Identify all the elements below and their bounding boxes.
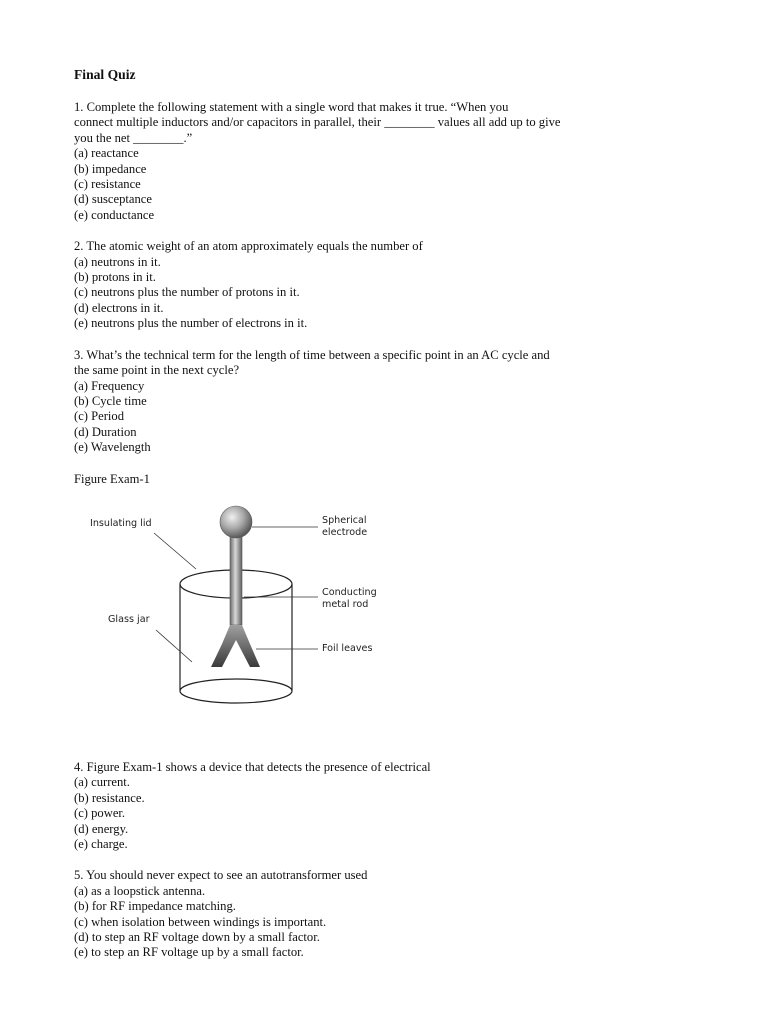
answer-option: (a) as a loopstick antenna.: [74, 883, 206, 898]
answer-option: (d) electrons in it.: [74, 300, 164, 315]
question-text: 5. You should never expect to see an autotransformer used: [74, 868, 368, 883]
callout-insulating-lid: Insulating lid: [90, 517, 152, 529]
answer-option: (b) protons in it.: [74, 270, 156, 285]
answer-option: (b) resistance.: [74, 790, 145, 805]
answer-option: (d) susceptance: [74, 192, 152, 207]
page-title: Final Quiz: [74, 67, 136, 82]
question-1: [74, 100, 674, 223]
question-2: [74, 239, 674, 331]
answer-option: (e) conductance: [74, 207, 155, 222]
answer-option: (c) power.: [74, 806, 126, 821]
answer-option: (e) charge.: [74, 836, 128, 851]
callout-glass-jar: Glass jar: [108, 613, 150, 625]
answer-option: (c) Period: [74, 409, 125, 424]
question-text: 4. Figure Exam-1 shows a device that detects the presence of electrical: [74, 759, 431, 774]
answer-option: (d) to step an RF voltage down by a small factor.: [74, 930, 320, 944]
question-text: 1. Complete the following statement with a single word that makes it true. “When you connect multiple inductors and/or capacitors in parallel, their ________ values all add up to give you the net ________.”: [74, 100, 561, 145]
answer-option: (e) neutrons plus the number of electrons in it.: [74, 316, 308, 331]
callout-conducting-rod: Conducting metal rod: [322, 586, 377, 610]
answer-option: (e) Wavelength: [74, 440, 151, 455]
electroscope-figure: [84, 497, 414, 742]
answer-option: (a) Frequency: [74, 378, 145, 393]
question-text: 3. What’s the technical term for the length of time between a specific point in an AC cycle and the same point in the next cycle?: [74, 347, 550, 378]
answer-option: (a) current.: [74, 775, 130, 790]
answer-option: (c) when isolation between windings is important.: [74, 914, 327, 929]
figure-label: Figure Exam-1: [74, 471, 150, 486]
foil-leaves: [211, 625, 260, 667]
answer-option: (a) reactance: [74, 146, 139, 161]
answer-option: (b) impedance: [74, 161, 147, 176]
question-5: [74, 868, 674, 960]
answer-option: (c) neutrons plus the number of protons in it.: [74, 285, 300, 300]
answer-option: (a) neutrons in it.: [74, 254, 161, 269]
spherical-electrode: [220, 506, 252, 538]
answer-option: (d) energy.: [74, 821, 129, 836]
question-3: [74, 348, 674, 456]
callout-foil-leaves: Foil leaves: [322, 642, 373, 654]
callout-spherical-electrode: Spherical electrode: [322, 514, 368, 538]
conducting-rod: [230, 533, 242, 625]
answer-option: (e) to step an RF voltage up by a small factor.: [74, 945, 304, 960]
question-4: [74, 760, 674, 852]
answer-option: (b) for RF impedance matching.: [74, 899, 236, 914]
answer-option: (b) Cycle time: [74, 393, 147, 408]
question-text: 2. The atomic weight of an atom approximately equals the number of: [74, 239, 423, 254]
answer-option: (d) Duration: [74, 424, 137, 439]
answer-option: (c) resistance: [74, 177, 141, 192]
document-page: [74, 66, 674, 977]
